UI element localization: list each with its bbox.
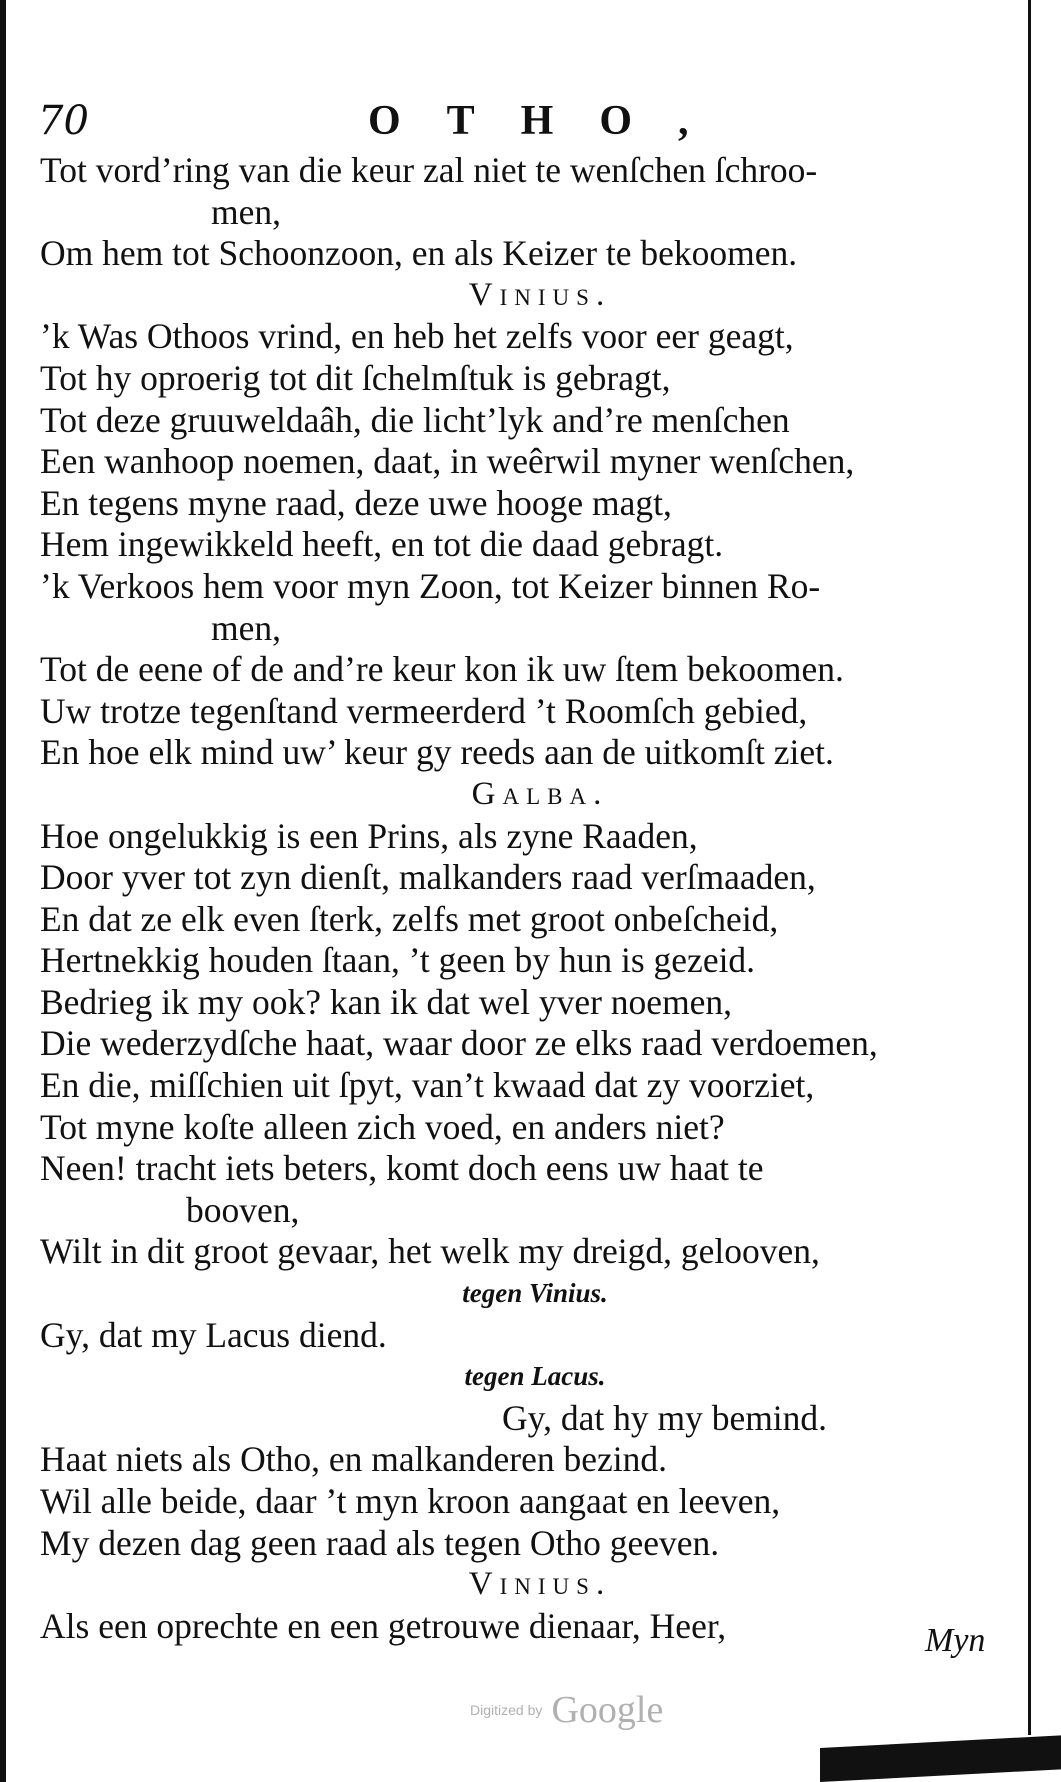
speaker-name: Vinius. (468, 276, 612, 313)
verse-line: Tot vord’ring van die keur zal niet te wenſchen ſchroo- (40, 150, 818, 190)
catchword: Myn (925, 1622, 986, 1659)
speaker-name: Vinius. (468, 1566, 612, 1603)
verse-line: Tot hy oproerig tot dit ſchelmſtuk is gebragt, (40, 357, 671, 398)
verse-line: Hem ingewikkeld heeft, en tot die daad gebragt. (40, 524, 724, 565)
verse-line: Tot myne koſte alleen zich voed, en anders niet? (40, 1106, 725, 1147)
page-number: 70 (38, 98, 89, 144)
verse-line: Wilt in dit groot gevaar, het welk my dreigd, gelooven, (40, 1231, 820, 1272)
page-header (38, 92, 998, 150)
verse-line: Uw trotze tegenſtand vermeerderd ’t Roomſch gebied, (40, 690, 808, 731)
verse-line: Die wederzydſche haat, waar door ze elks raad verdoemen, (40, 1023, 878, 1064)
verse-line: Door yver tot zyn dienſt, malkanders raad verſmaaden, (40, 857, 816, 898)
verse-line: ’k Verkoos hem voor myn Zoon, tot Keizer binnen Ro- (40, 565, 821, 606)
verse-line: Om hem tot Schoonzoon, en als Keizer te bekoomen. (40, 233, 798, 274)
verse-line: Wil alle beide, daar ’t myn kroon aangaat en leeven, (40, 1481, 781, 1521)
stage-direction: tegen Vinius. (462, 1278, 608, 1309)
verse-line: Hoe ongelukkig is een Prins, als zyne Raaden, (40, 815, 698, 856)
verse-text-block (40, 150, 1020, 1647)
verse-runover-line: men, (211, 607, 281, 648)
digitized-watermark (470, 1688, 663, 1732)
speaker-name: Galba. (471, 775, 609, 812)
verse-line: Gy, dat my Lacus diend. (40, 1314, 387, 1355)
page-edge-right (1028, 0, 1031, 1735)
verse-line: My dezen dag geen raad als tegen Otho geeven. (40, 1522, 720, 1563)
verse-line: Tot deze gruuweldaâh, die licht’lyk and’re menſchen (40, 399, 790, 440)
page-edge-left (0, 0, 6, 1782)
verse-line: Bedrieg ik my ook? kan ik dat wel yver noemen, (40, 981, 733, 1022)
verse-line: Tot de eene of de and’re keur kon ik uw ſtem bekoomen. (40, 649, 844, 690)
verse-line: En dat ze elk even ſterk, zelfs met groot onbeſcheid, (40, 898, 779, 939)
running-title: OTHO, (368, 98, 735, 144)
verse-line: Als een oprechte en een getrouwe dienaar, Heer, (40, 1605, 727, 1646)
verse-runover-line: booven, (186, 1189, 300, 1230)
verse-line: En die, miſſchien uit ſpyt, van’t kwaad dat zy voorziet, (40, 1065, 815, 1106)
verse-line: En hoe elk mind uw’ keur gy reeds aan de uitkomſt ziet. (40, 732, 834, 773)
stage-direction: tegen Lacus. (464, 1361, 606, 1392)
watermark-brand: Google (551, 1689, 664, 1731)
verse-line: ’k Was Othoos vrind, en heb het zelfs voor eer geagt, (40, 316, 794, 357)
verse-runover-line: men, (211, 191, 281, 232)
verse-line: Neen! tracht iets beters, komt doch eens uw haat te (40, 1148, 764, 1189)
watermark-prefix: Digitized by (470, 1702, 543, 1718)
verse-half-line: Gy, dat hy my bemind. (502, 1397, 828, 1438)
verse-line: Haat niets als Otho, en malkanderen bezind. (40, 1439, 667, 1480)
page-edge-bottom (820, 1735, 1061, 1782)
verse-line: Een wanhoop noemen, daat, in weêrwil myner wenſchen, (40, 441, 855, 482)
verse-line: Hertnekkig houden ſtaan, ’t geen by hun is gezeid. (40, 940, 756, 981)
verse-line: En tegens myne raad, deze uwe hooge magt, (40, 482, 672, 523)
